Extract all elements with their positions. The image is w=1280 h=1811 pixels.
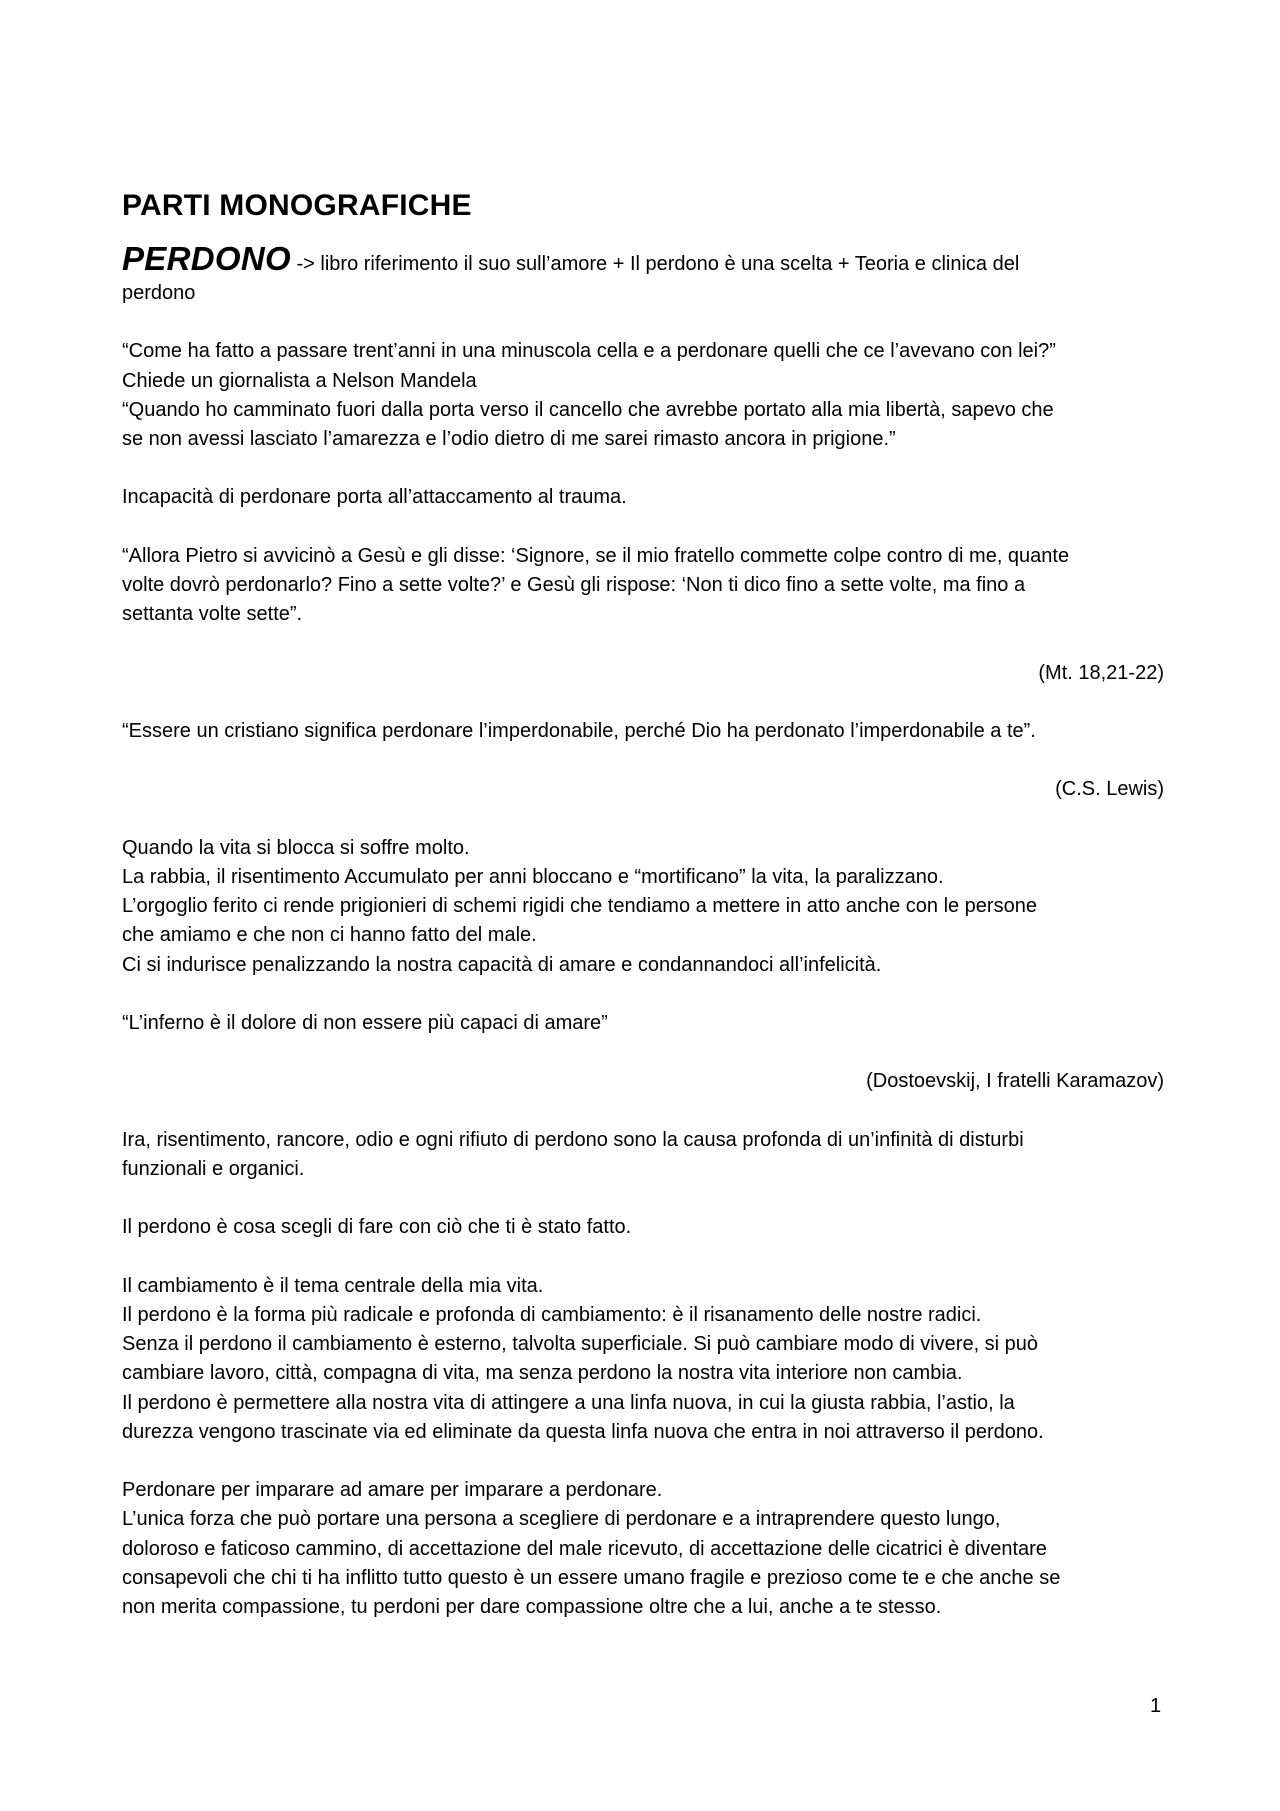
blank-line	[122, 688, 1164, 717]
text-line: Ira, risentimento, rancore, odio e ogni rifiuto di perdono sono la causa profonda di un’infinità di disturbi	[122, 1128, 1024, 1151]
text-line: consapevoli che chi ti ha inflitto tutto questo è un essere umano fragile e prezioso come te e che anche se	[122, 1566, 1061, 1589]
text-line: doloroso e faticoso cammino, di accettazione del male ricevuto, di accettazione delle cicatrici è diventare	[122, 1537, 1047, 1560]
section-heading	[122, 240, 1164, 279]
blank-line	[122, 308, 1164, 337]
blank-line	[122, 805, 1164, 834]
document-page	[122, 188, 1164, 1622]
blank-line	[122, 1243, 1164, 1272]
text-line: Il perdono è la forma più radicale e profonda di cambiamento: è il risanamento delle nostre radici.	[122, 1303, 982, 1326]
citation-right: (Dostoevskij, I fratelli Karamazov)	[866, 1070, 1164, 1093]
text-line: cambiare lavoro, città, compagna di vita, ma senza perdono la nostra vita interiore non cambia.	[122, 1362, 963, 1385]
blank-line	[122, 629, 1164, 658]
text-line: Ci si indurisce penalizzando la nostra capacità di amare e condannandoci all’infelicità.	[122, 953, 882, 976]
text-line: Chiede un giornalista a Nelson Mandela	[122, 369, 477, 392]
citation-right: (C.S. Lewis)	[1055, 778, 1164, 801]
citation-right: (Mt. 18,21-22)	[1038, 661, 1164, 684]
text-line: Il perdono è cosa scegli di fare con ciò che ti è stato fatto.	[122, 1216, 632, 1239]
text-line: funzionali e organici.	[122, 1157, 305, 1180]
text-line: volte dovrò perdonarlo? Fino a sette volte?’ e Gesù gli rispose: ‘Non ti dico fino a sette volte, ma fino a	[122, 573, 1026, 596]
blank-line	[122, 1447, 1164, 1476]
text-line: durezza vengono trascinate via ed eliminate da questa linfa nuova che entra in noi attraverso il perdono.	[122, 1420, 1044, 1443]
text-line: La rabbia, il risentimento Accumulato per anni bloccano e “mortificano” la vita, la paralizzano.	[122, 865, 944, 888]
text-line: che amiamo e che non ci hanno fatto del male.	[122, 924, 537, 947]
blank-line	[122, 1184, 1164, 1213]
text-line: “Come ha fatto a passare trent’anni in una minuscola cella e a perdonare quelli che ce l’avevano con lei?”	[122, 340, 1056, 363]
text-line: “Allora Pietro si avvicinò a Gesù e gli disse: ‘Signore, se il mio fratello commette colpe contro di me, quante	[122, 544, 1070, 567]
blank-line	[122, 513, 1164, 542]
text-line: Perdonare per imparare ad amare per imparare a perdonare.	[122, 1479, 663, 1502]
text-line: L’orgoglio ferito ci rende prigionieri di schemi rigidi che tendiamo a mettere in atto anche con le persone	[122, 895, 1037, 918]
text-line: Senza il perdono il cambiamento è esterno, talvolta superficiale. Si può cambiare modo di vivere, si può	[122, 1333, 1039, 1356]
text-line: “Essere un cristiano significa perdonare l’imperdonabile, perché Dio ha perdonato l’imperdonabile a te”.	[122, 719, 1036, 742]
text-line: settanta volte sette”.	[122, 603, 303, 626]
page-number: 1	[1150, 1695, 1162, 1717]
text-line: Incapacità di perdonare porta all’attaccamento al trauma.	[122, 486, 627, 509]
blank-line	[122, 980, 1164, 1009]
blank-line	[122, 746, 1164, 775]
text-line: L’unica forza che può portare una persona a scegliere di perdonare e a intraprendere questo lungo,	[122, 1508, 1001, 1531]
text-line: Il perdono è permettere alla nostra vita di attingere a una linfa nuova, in cui la giusta rabbia, l’astio, la	[122, 1391, 1015, 1414]
text-line: non merita compassione, tu perdoni per dare compassione oltre che a lui, anche a te stesso.	[122, 1595, 942, 1618]
section-intro-line-1: -> libro riferimento il suo sull’amore + Il perdono è una scelta + Teoria e clinica del	[290, 253, 1020, 275]
text-line: Quando la vita si blocca si soffre molto.	[122, 836, 470, 859]
document-title: PARTI MONOGRAFICHE	[122, 189, 472, 222]
section-intro-line-2: perdono	[122, 282, 196, 304]
blank-line	[122, 454, 1164, 483]
blank-line	[122, 1038, 1164, 1067]
text-line: “Quando ho camminato fuori dalla porta verso il cancello che avrebbe portato alla mia libertà, sapevo che	[122, 398, 1054, 421]
section-keyword: PERDONO	[122, 240, 291, 277]
text-line: “L’inferno è il dolore di non essere più capaci di amare”	[122, 1011, 608, 1034]
text-line: se non avessi lasciato l’amarezza e l’odio dietro di me sarei rimasto ancora in prigione.”	[122, 428, 896, 450]
blank-line	[122, 1097, 1164, 1126]
text-line: Il cambiamento è il tema centrale della mia vita.	[122, 1274, 544, 1297]
